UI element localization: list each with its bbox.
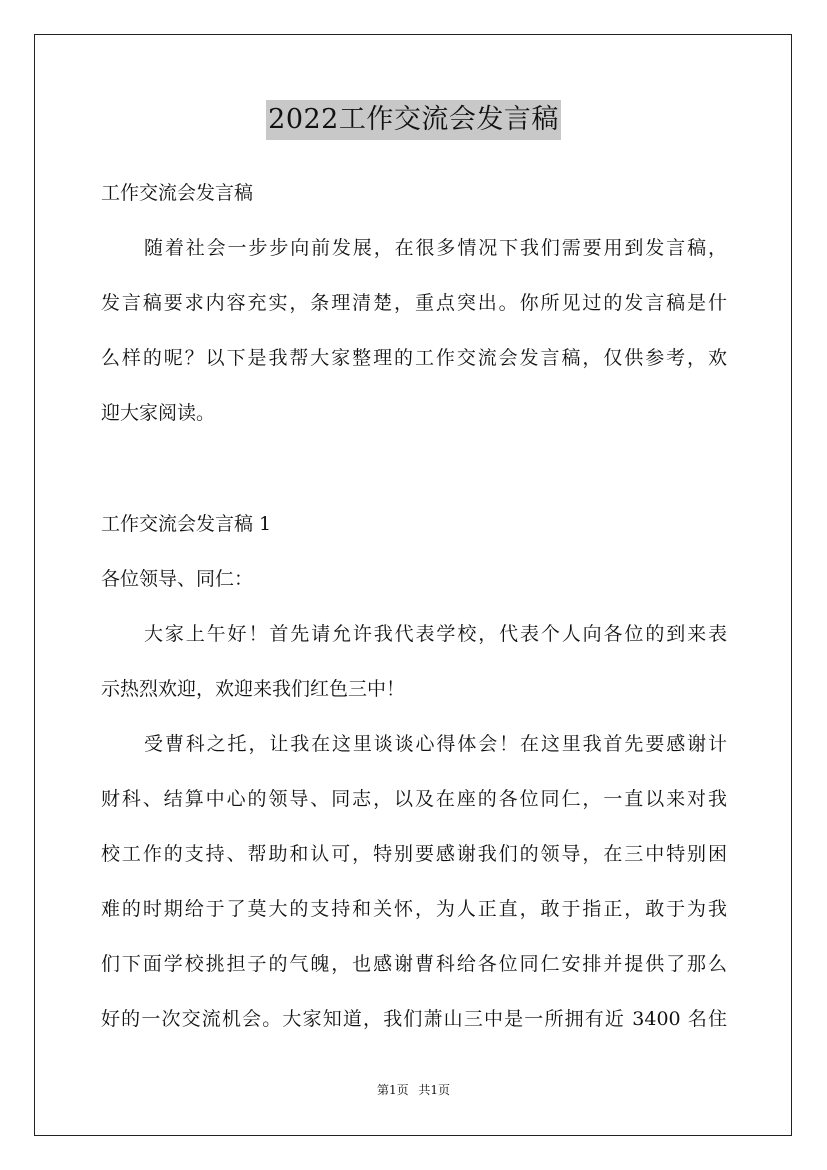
paragraph-line: 受曹科之托，让我在这里谈谈心得体会！在这里我首先要感谢计: [144, 733, 727, 755]
paragraph-line: 示热烈欢迎，欢迎来我们红色三中！: [101, 678, 406, 700]
paragraph-line: 么样的呢？以下是我帮大家整理的工作交流会发言稿，仅供参考，欢: [101, 347, 727, 369]
paragraph-gap: [101, 441, 727, 497]
page-total: 共1页: [418, 1083, 451, 1097]
paragraph-line: 财科、结算中心的领导、同志，以及在座的各位同仁，一直以来对我: [101, 788, 727, 810]
title-container: [0, 100, 827, 140]
section-heading: 工作交流会发言稿: [101, 182, 254, 204]
paragraph-line: 们下面学校挑担子的气魄，也感谢曹科给各位同仁安排并提供了那么: [101, 953, 727, 975]
paragraph-line: 好的一次交流机会。大家知道，我们萧山三中是一所拥有近 3400 名住: [101, 1008, 727, 1030]
section-heading: 工作交流会发言稿 1: [101, 513, 272, 535]
page-footer: [0, 1080, 827, 1100]
document-title: 2022工作交流会发言稿: [266, 100, 561, 140]
paragraph-line: 随着社会一步步向前发展，在很多情况下我们需要用到发言稿，: [144, 237, 727, 259]
salutation: 各位领导、同仁：: [101, 568, 254, 590]
paragraph-line: 校工作的支持、帮助和认可，特别要感谢我们的领导，在三中特别困: [101, 843, 727, 865]
page-number: 第1页: [376, 1083, 409, 1097]
paragraph-line: 难的时期给于了莫大的支持和关怀，为人正直，敢于指正，敢于为我: [101, 898, 727, 920]
paragraph-line: 发言稿要求内容充实，条理清楚，重点突出。你所见过的发言稿是什: [101, 292, 727, 314]
paragraph-line: 大家上午好！首先请允许我代表学校，代表个人向各位的到来表: [144, 623, 727, 645]
paragraph-line: 迎大家阅读。: [101, 402, 216, 424]
document-body: [101, 166, 727, 1047]
